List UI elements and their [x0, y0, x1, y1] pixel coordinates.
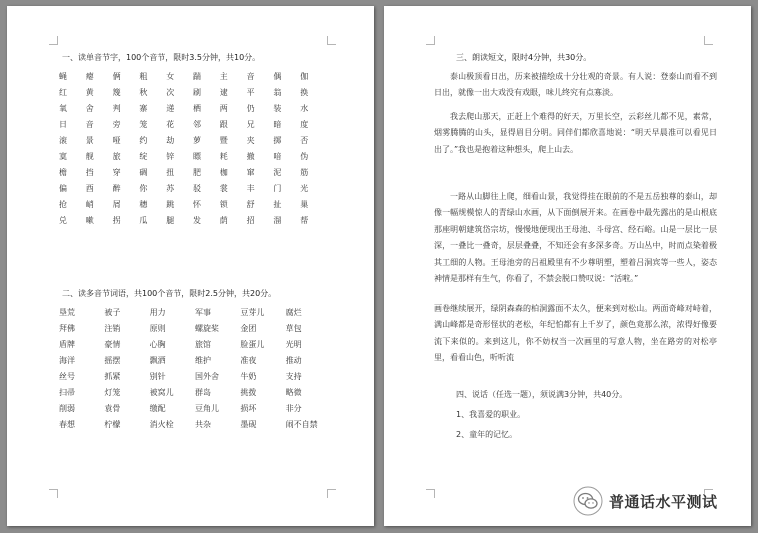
char-cell: 音 — [246, 72, 255, 81]
char-cell: 醉 — [112, 184, 121, 193]
crop-mark — [704, 36, 713, 45]
left-page — [7, 6, 374, 526]
reading-paragraph-3: 一路从山脚往上爬，细看山景，我觉得挂在眼前的不是五岳独尊的泰山，却像一幅规模惊人的青绿山水画，从下面倒展开来。在画卷中最先露出的是山根底那座明朝建筑岱宗坊，慢慢地便现出王母池、斗母宫、经石峪。山是一层比一层深，一叠比一叠奇，层层叠叠，不知还会有多深多奇。万山丛中，时而点染着极其工细的人物。王母池旁的吕祖殿里有不少尊明塑，塑着吕洞宾等一些人，姿态神情是那样有生气，你看了，不禁会脱口赞叹说：“活啦。” — [434, 192, 717, 284]
word-cell: 柠檬 — [104, 420, 121, 429]
word-cell: 被子 — [104, 308, 121, 317]
char-cell: 撤 — [246, 152, 255, 161]
char-cell: 光 — [300, 184, 309, 193]
char-cell: 锌 — [166, 152, 175, 161]
multi-syllable-grid — [59, 308, 331, 430]
char-cell: 篾 — [112, 88, 121, 97]
char-cell: 两 — [219, 104, 228, 113]
char-cell: 扭 — [166, 168, 175, 177]
watermark-text: 普通话水平测试 — [609, 492, 718, 511]
char-cell: 蝇 — [59, 72, 67, 81]
crop-mark — [327, 489, 336, 498]
word-cell: 旅馆 — [194, 340, 211, 349]
word-cell: 别针 — [149, 372, 166, 381]
section1-heading: 一、读单音节字，100个音节，限时3.5分钟，共10分。 — [62, 53, 261, 62]
char-cell: 门 — [273, 184, 282, 193]
char-cell: 巢 — [300, 200, 309, 209]
char-cell: 丰 — [246, 184, 255, 193]
char-cell: 抢 — [59, 200, 67, 209]
word-cell: 注销 — [104, 324, 121, 333]
word-cell: 缴配 — [149, 404, 166, 413]
word-cell: 拜佛 — [59, 324, 75, 333]
crop-mark — [49, 489, 58, 498]
char-cell: 伽 — [300, 72, 309, 81]
word-cell: 豆芽儿 — [240, 308, 265, 317]
word-cell: 国外舍 — [194, 372, 219, 381]
char-cell: 檐 — [59, 168, 67, 177]
char-cell: 你 — [139, 184, 148, 193]
char-cell: 秋 — [139, 88, 148, 97]
word-cell: 脸蛋儿 — [240, 340, 265, 349]
word-cell: 飘洒 — [149, 356, 166, 365]
char-cell: 女 — [166, 72, 175, 81]
section3-heading: 三、朗读短文，限时4分钟，共30分。 — [456, 53, 592, 62]
char-cell: 栖 — [192, 104, 201, 113]
char-cell: 发 — [192, 216, 201, 225]
word-cell: 推动 — [285, 356, 302, 365]
char-cell: 肥 — [192, 168, 201, 177]
word-cell: 军事 — [194, 308, 211, 317]
char-cell: 萝 — [192, 136, 201, 145]
char-cell: 瞟 — [192, 152, 201, 161]
word-cell: 维护 — [194, 356, 211, 365]
word-cell: 丝号 — [59, 372, 75, 381]
char-cell: 旅 — [112, 152, 121, 161]
char-cell: 刷 — [192, 88, 201, 97]
char-cell: 夹 — [246, 136, 255, 145]
word-cell: 用力 — [149, 308, 166, 317]
char-cell: 掷 — [273, 136, 282, 145]
char-cell: 伪 — [300, 152, 309, 161]
char-cell: 穗 — [139, 200, 148, 209]
char-cell: 跟 — [219, 120, 228, 129]
word-cell: 扫帚 — [59, 388, 75, 397]
char-cell: 寞 — [59, 152, 67, 161]
word-cell: 春想 — [59, 420, 75, 429]
char-cell: 筋 — [300, 168, 309, 177]
word-cell: 墨砚 — [240, 420, 257, 429]
reading-paragraph-4: 画卷继续展开，绿阴森森的柏洞露面不太久，便来到对松山。两面奇峰对峙着，满山峰都是奇形怪状的老松，年纪怕都有上千岁了，颜色竟那么浓，浓得好像要流下来似的。来到这儿，你不妨权当一次画里的写意人物，坐在路旁的对松亭里，看看山色，听听流 — [434, 304, 717, 363]
word-cell: 豪情 — [104, 340, 121, 349]
char-cell: 递 — [166, 104, 175, 113]
char-cell: 花 — [166, 120, 175, 129]
word-cell: 共杂 — [194, 420, 211, 429]
char-cell: 兄 — [246, 120, 255, 129]
word-cell: 非分 — [285, 404, 302, 413]
speaking-topic-2: 2、童年的记忆。 — [456, 430, 518, 439]
char-cell: 喑 — [273, 152, 282, 161]
char-cell: 装 — [273, 104, 282, 113]
char-cell: 偶 — [273, 72, 282, 81]
char-cell: 泥 — [273, 168, 282, 177]
word-cell: 腐烂 — [285, 308, 302, 317]
char-cell: 穿 — [112, 168, 121, 177]
word-cell: 准夜 — [240, 356, 257, 365]
char-cell: 瘪 — [85, 72, 94, 81]
char-cell: 暨 — [219, 136, 228, 145]
crop-mark — [327, 36, 336, 45]
char-cell: 旁 — [112, 120, 121, 129]
char-cell: 锁 — [219, 200, 228, 209]
char-cell: 峭 — [85, 200, 94, 209]
char-cell: 滚 — [59, 136, 67, 145]
char-cell: 水 — [300, 104, 309, 113]
char-cell: 荫 — [219, 216, 228, 225]
char-cell: 偏 — [59, 184, 67, 193]
char-cell: 绽 — [139, 152, 148, 161]
char-cell: 窜 — [246, 168, 255, 177]
word-cell: 心胸 — [149, 340, 166, 349]
char-cell: 翁 — [273, 88, 282, 97]
char-cell: 暗 — [273, 120, 282, 129]
word-cell: 略微 — [285, 388, 302, 397]
word-cell: 被窝儿 — [149, 388, 174, 397]
char-cell: 舒 — [246, 200, 255, 209]
char-cell: 粗 — [139, 72, 148, 81]
char-cell: 溜 — [273, 216, 282, 225]
char-cell: 招 — [246, 216, 255, 225]
char-cell: 度 — [300, 120, 309, 129]
char-cell: 仍 — [246, 104, 255, 113]
single-syllable-grid — [59, 72, 327, 226]
crop-mark — [426, 36, 435, 45]
char-cell: 日 — [59, 120, 67, 129]
word-cell: 海洋 — [59, 356, 75, 365]
char-cell: 逮 — [219, 88, 228, 97]
word-cell: 牛奶 — [240, 372, 257, 381]
section2-heading: 二、读多音节词语，共100个音节，限时2.5分钟，共20分。 — [62, 289, 277, 298]
char-cell: 换 — [300, 88, 309, 97]
char-cell: 否 — [300, 136, 309, 145]
word-cell: 抓紧 — [104, 372, 121, 381]
char-cell: 跳 — [166, 200, 175, 209]
char-cell: 腿 — [166, 216, 175, 225]
char-cell: 哑 — [112, 136, 121, 145]
word-cell: 闹不自禁 — [285, 420, 318, 429]
char-cell: 兑 — [59, 216, 67, 225]
char-cell: 笼 — [139, 120, 148, 129]
char-cell: 屑 — [112, 200, 121, 209]
speaking-topic-1: 1、我喜爱的职业。 — [456, 410, 526, 419]
char-cell: 耗 — [219, 152, 228, 161]
char-cell: 音 — [85, 120, 94, 129]
word-cell: 袁骨 — [104, 404, 121, 413]
char-cell: 劫 — [166, 136, 175, 145]
char-cell: 挡 — [85, 168, 94, 177]
word-cell: 群岛 — [194, 388, 211, 397]
char-cell: 踹 — [192, 72, 201, 81]
char-cell: 判 — [112, 104, 121, 113]
word-cell: 摇摆 — [104, 356, 121, 365]
word-cell: 消火栓 — [149, 420, 174, 429]
char-cell: 景 — [85, 136, 94, 145]
char-cell: 主 — [219, 72, 228, 81]
word-cell: 原则 — [149, 324, 166, 333]
word-cell: 挑拨 — [240, 388, 257, 397]
char-cell: 平 — [246, 88, 255, 97]
word-cell: 垦荒 — [59, 308, 75, 317]
char-cell: 裳 — [219, 184, 228, 193]
word-cell: 光明 — [285, 340, 302, 349]
char-cell: 碉 — [139, 168, 148, 177]
char-cell: 嗽 — [85, 216, 94, 225]
char-cell: 俩 — [112, 72, 121, 81]
word-cell: 盾牌 — [59, 340, 75, 349]
word-cell: 金团 — [240, 324, 257, 333]
char-cell: 邻 — [192, 120, 201, 129]
char-cell: 苏 — [166, 184, 175, 193]
char-cell: 氧 — [59, 104, 67, 113]
word-cell: 灯笼 — [104, 388, 121, 397]
word-cell: 支持 — [285, 372, 302, 381]
reading-paragraph-2: 我去爬山那天，正赶上个难得的好天，万里长空，云彩丝儿都不见，素常，烟雾腾腾的山头，显得眉目分明。同伴们都欣喜地说：“明天早晨准可以看见日出了。”我也是抱着这种想头，爬上山去。 — [434, 112, 717, 154]
wechat-logo-icon — [573, 486, 603, 516]
char-cell: 帮 — [300, 216, 309, 225]
char-cell: 酉 — [85, 184, 94, 193]
char-cell: 寨 — [139, 104, 148, 113]
reading-paragraph-1: 泰山极顶看日出，历来被描绘成十分壮观的奇景。有人说：登泰山而看不到日出，就像一出大戏没有戏眼，味儿终究有点寡淡。 — [434, 72, 717, 98]
char-cell: 枷 — [219, 168, 228, 177]
char-cell: 黄 — [85, 88, 94, 97]
char-cell: 怀 — [192, 200, 201, 209]
word-cell: 损坏 — [240, 404, 257, 413]
char-cell: 次 — [166, 88, 175, 97]
watermark — [573, 486, 718, 516]
section4-heading: 四、说话（任选一题），须说满3分钟，共40分。 — [456, 390, 628, 399]
char-cell: 瓜 — [139, 216, 148, 225]
char-cell: 扯 — [273, 200, 282, 209]
crop-mark — [426, 489, 435, 498]
crop-mark — [49, 36, 58, 45]
word-cell: 螺旋桨 — [194, 324, 219, 333]
char-cell: 红 — [59, 88, 67, 97]
word-cell: 豆角儿 — [194, 404, 219, 413]
char-cell: 舍 — [85, 104, 94, 113]
word-cell: 草包 — [285, 324, 302, 333]
word-cell: 削弱 — [59, 404, 75, 413]
right-page — [384, 6, 751, 526]
char-cell: 拐 — [112, 216, 121, 225]
char-cell: 舰 — [85, 152, 94, 161]
char-cell: 驳 — [192, 184, 201, 193]
char-cell: 约 — [139, 136, 148, 145]
